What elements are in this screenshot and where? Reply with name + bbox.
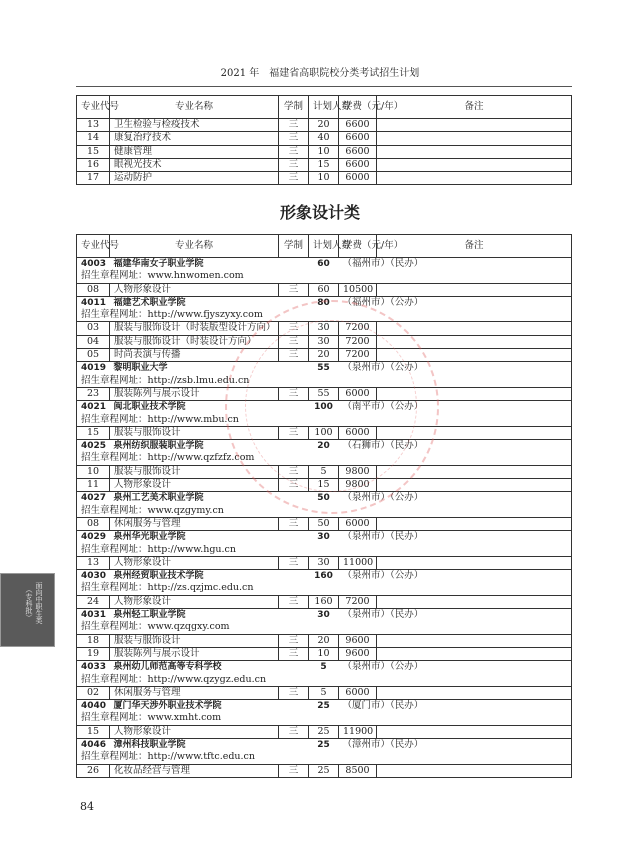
major-note	[377, 647, 572, 660]
institution-url-row	[77, 751, 572, 764]
institution-row	[77, 661, 572, 674]
side-tab-line2: （专科批）	[25, 586, 33, 621]
institution-plan: 50	[309, 492, 339, 505]
table-row	[77, 132, 572, 145]
major-fee: 7200	[339, 335, 377, 348]
major-note	[377, 764, 572, 777]
institution-url: 招生章程网址：http://www.hgu.cn	[77, 544, 572, 557]
table-row	[77, 145, 572, 158]
major-years: 三	[279, 647, 309, 660]
table-row	[77, 517, 572, 530]
major-name: 服装与服饰设计	[110, 426, 279, 439]
institution-note: （厦门市）（民办）	[339, 700, 572, 713]
institution-note: （泉州市）（公办）	[339, 362, 572, 375]
institution-plan: 25	[309, 700, 339, 713]
major-note	[377, 145, 572, 158]
institution-code: 4027	[77, 492, 110, 505]
major-years: 三	[279, 465, 309, 478]
major-years: 三	[279, 595, 309, 608]
major-code: 11	[77, 479, 110, 492]
major-fee: 9800	[339, 479, 377, 492]
major-plan: 40	[309, 132, 339, 145]
col-plan: 计划人数	[309, 235, 339, 258]
institution-name: 漳州科技职业学院	[110, 738, 309, 751]
table-header	[77, 96, 572, 119]
institution-note: （福州市）（民办）	[339, 258, 572, 271]
major-fee: 6600	[339, 158, 377, 171]
institution-note: （南平市）（公办）	[339, 401, 572, 414]
major-code: 14	[77, 132, 110, 145]
institution-note: （泉州市）（民办）	[339, 531, 572, 544]
major-code: 17	[77, 172, 110, 185]
major-code: 13	[77, 119, 110, 132]
institution-code: 4046	[77, 738, 110, 751]
col-years: 学制	[279, 96, 309, 119]
table-row	[77, 479, 572, 492]
institution-name: 泉州轻工职业学院	[110, 609, 309, 622]
major-plan: 25	[309, 764, 339, 777]
table-row	[77, 172, 572, 185]
major-plan: 20	[309, 634, 339, 647]
institution-url: 招生章程网址：http://www.tftc.edu.cn	[77, 751, 572, 764]
table-row	[77, 387, 572, 400]
major-name: 眼视光技术	[110, 158, 279, 171]
major-note	[377, 479, 572, 492]
institution-row	[77, 362, 572, 375]
major-fee: 6600	[339, 132, 377, 145]
col-code: 专业代号	[77, 235, 110, 258]
major-fee: 7200	[339, 322, 377, 335]
institution-plan: 5	[309, 661, 339, 674]
table-row	[77, 647, 572, 660]
col-fee: 学费（元/年）	[339, 235, 377, 258]
major-fee: 6000	[339, 387, 377, 400]
institution-plan: 25	[309, 738, 339, 751]
institution-plan: 30	[309, 531, 339, 544]
institution-row	[77, 700, 572, 713]
institution-url: 招生章程网址：www.qzqgxy.com	[77, 621, 572, 634]
major-years: 三	[279, 119, 309, 132]
institution-row	[77, 531, 572, 544]
major-code: 23	[77, 387, 110, 400]
major-name: 人物形象设计	[110, 479, 279, 492]
major-plan: 60	[309, 283, 339, 296]
major-code: 05	[77, 349, 110, 362]
major-plan: 15	[309, 158, 339, 171]
major-years: 三	[279, 322, 309, 335]
side-tab-line1: 面向中职生类	[35, 582, 43, 624]
major-note	[377, 465, 572, 478]
major-fee: 9800	[339, 465, 377, 478]
major-note	[377, 322, 572, 335]
major-code: 10	[77, 465, 110, 478]
institution-name: 福建华南女子职业学院	[110, 258, 309, 271]
col-name: 专业名称	[110, 235, 279, 258]
major-note	[377, 556, 572, 569]
major-plan: 10	[309, 647, 339, 660]
institution-row	[77, 609, 572, 622]
institution-plan: 60	[309, 258, 339, 271]
institution-name: 泉州幼儿师范高等专科学校	[110, 661, 309, 674]
institution-note: （福州市）（公办）	[339, 296, 572, 309]
institution-url-row	[77, 621, 572, 634]
major-plan: 20	[309, 119, 339, 132]
institution-note: （漳州市）（民办）	[339, 738, 572, 751]
institution-note: （石狮市）（民办）	[339, 440, 572, 453]
institution-code: 4030	[77, 570, 110, 583]
major-name: 人物形象设计	[110, 725, 279, 738]
table-row	[77, 283, 572, 296]
major-plan: 5	[309, 465, 339, 478]
major-code: 15	[77, 426, 110, 439]
major-note	[377, 686, 572, 699]
major-note	[377, 335, 572, 348]
table-image-design	[76, 234, 572, 778]
institution-url-row	[77, 544, 572, 557]
major-fee: 8500	[339, 764, 377, 777]
institution-name: 黎明职业大学	[110, 362, 309, 375]
institution-url-row	[77, 375, 572, 388]
major-fee: 7200	[339, 595, 377, 608]
table-row	[77, 634, 572, 647]
major-name: 服装陈列与展示设计	[110, 647, 279, 660]
table-row	[77, 322, 572, 335]
major-years: 三	[279, 517, 309, 530]
table-row	[77, 556, 572, 569]
major-fee: 9600	[339, 647, 377, 660]
institution-url: 招生章程网址：http://www.qzfzfz.com	[77, 452, 572, 465]
major-name: 运动防护	[110, 172, 279, 185]
table-row	[77, 335, 572, 348]
major-plan: 30	[309, 322, 339, 335]
major-years: 三	[279, 349, 309, 362]
major-code: 04	[77, 335, 110, 348]
major-note	[377, 595, 572, 608]
major-code: 18	[77, 634, 110, 647]
major-name: 康复治疗技术	[110, 132, 279, 145]
table-row	[77, 465, 572, 478]
institution-plan: 30	[309, 609, 339, 622]
major-note	[377, 119, 572, 132]
major-fee: 9600	[339, 634, 377, 647]
major-note	[377, 517, 572, 530]
institution-url-row	[77, 309, 572, 322]
institution-url: 招生章程网址：www.xmht.com	[77, 712, 572, 725]
major-years: 三	[279, 283, 309, 296]
major-years: 三	[279, 145, 309, 158]
major-plan: 160	[309, 595, 339, 608]
major-code: 15	[77, 145, 110, 158]
header-rule	[76, 86, 572, 87]
institution-url: 招生章程网址：http://www.mbu.cn	[77, 414, 572, 427]
major-name: 服装与服饰设计	[110, 634, 279, 647]
major-name: 健康管理	[110, 145, 279, 158]
institution-code: 4019	[77, 362, 110, 375]
major-name: 休闲服务与管理	[110, 517, 279, 530]
major-plan: 10	[309, 172, 339, 185]
major-years: 三	[279, 764, 309, 777]
institution-code: 4021	[77, 401, 110, 414]
col-years: 学制	[279, 235, 309, 258]
institution-url: 招生章程网址：www.hnwomen.com	[77, 270, 572, 283]
table-header	[77, 235, 572, 258]
major-note	[377, 725, 572, 738]
institution-url: 招生章程网址：http://www.fjyszyxy.com	[77, 309, 572, 322]
institution-row	[77, 738, 572, 751]
institution-note: （泉州市）（公办）	[339, 570, 572, 583]
col-code: 专业代号	[77, 96, 110, 119]
institution-url-row	[77, 712, 572, 725]
major-code: 19	[77, 647, 110, 660]
major-fee: 6000	[339, 426, 377, 439]
institution-plan: 100	[309, 401, 339, 414]
institution-row	[77, 401, 572, 414]
table-row	[77, 686, 572, 699]
table-row	[77, 349, 572, 362]
major-plan: 15	[309, 479, 339, 492]
major-name: 卫生检验与检疫技术	[110, 119, 279, 132]
major-years: 三	[279, 725, 309, 738]
institution-note: （泉州市）（公办）	[339, 661, 572, 674]
major-fee: 6000	[339, 172, 377, 185]
major-name: 休闲服务与管理	[110, 686, 279, 699]
major-note	[377, 283, 572, 296]
institution-note: （泉州市）（民办）	[339, 609, 572, 622]
major-code: 03	[77, 322, 110, 335]
major-name: 人物形象设计	[110, 556, 279, 569]
institution-name: 闽北职业技术学院	[110, 401, 309, 414]
institution-row	[77, 570, 572, 583]
col-note: 备注	[377, 96, 572, 119]
col-name: 专业名称	[110, 96, 279, 119]
major-plan: 25	[309, 725, 339, 738]
institution-code: 4011	[77, 296, 110, 309]
major-name: 人物形象设计	[110, 595, 279, 608]
major-fee: 6600	[339, 119, 377, 132]
institution-name: 泉州工艺美术职业学院	[110, 492, 309, 505]
major-years: 三	[279, 335, 309, 348]
major-years: 三	[279, 479, 309, 492]
major-code: 13	[77, 556, 110, 569]
page-number: 84	[80, 800, 94, 813]
table-row	[77, 595, 572, 608]
major-plan: 100	[309, 426, 339, 439]
institution-row	[77, 440, 572, 453]
institution-url: 招生章程网址：http://zsb.lmu.edu.cn	[77, 375, 572, 388]
institution-url: 招生章程网址：www.qzgymy.cn	[77, 505, 572, 518]
major-years: 三	[279, 686, 309, 699]
major-plan: 50	[309, 517, 339, 530]
running-header: 2021 年 福建省高职院校分类考试招生计划	[220, 68, 420, 79]
major-note	[377, 172, 572, 185]
major-fee: 11900	[339, 725, 377, 738]
major-note	[377, 349, 572, 362]
major-name: 服装陈列与展示设计	[110, 387, 279, 400]
major-name: 服装与服饰设计（时装版型设计方向）	[110, 322, 279, 335]
major-name: 服装与服饰设计	[110, 465, 279, 478]
major-plan: 10	[309, 145, 339, 158]
major-fee: 6000	[339, 686, 377, 699]
major-plan: 30	[309, 556, 339, 569]
major-fee: 6000	[339, 517, 377, 530]
table-continued	[76, 95, 572, 185]
major-code: 02	[77, 686, 110, 699]
major-fee: 7200	[339, 349, 377, 362]
institution-plan: 80	[309, 296, 339, 309]
major-plan: 55	[309, 387, 339, 400]
institution-code: 4003	[77, 258, 110, 271]
institution-name: 厦门华天涉外职业技术学院	[110, 700, 309, 713]
institution-url-row	[77, 505, 572, 518]
major-plan: 5	[309, 686, 339, 699]
major-fee: 11000	[339, 556, 377, 569]
institution-name: 泉州华光职业学院	[110, 531, 309, 544]
institution-code: 4031	[77, 609, 110, 622]
institution-code: 4033	[77, 661, 110, 674]
institution-plan: 160	[309, 570, 339, 583]
institution-url-row	[77, 582, 572, 595]
major-name: 服装与服饰设计（时装设计方向）	[110, 335, 279, 348]
major-note	[377, 387, 572, 400]
major-code: 08	[77, 283, 110, 296]
institution-name: 福建艺术职业学院	[110, 296, 309, 309]
institution-url: 招生章程网址：http://www.qzygz.edu.cn	[77, 674, 572, 687]
institution-row	[77, 296, 572, 309]
institution-code: 4029	[77, 531, 110, 544]
major-name: 人物形象设计	[110, 283, 279, 296]
side-tab	[0, 573, 55, 647]
institution-note: （泉州市）（公办）	[339, 492, 572, 505]
institution-name: 泉州纺织服装职业学院	[110, 440, 309, 453]
table-row	[77, 426, 572, 439]
major-years: 三	[279, 172, 309, 185]
institution-row	[77, 492, 572, 505]
institution-plan: 20	[309, 440, 339, 453]
institution-url-row	[77, 674, 572, 687]
table-row	[77, 158, 572, 171]
institution-name: 泉州经贸职业技术学院	[110, 570, 309, 583]
major-code: 24	[77, 595, 110, 608]
major-code: 16	[77, 158, 110, 171]
major-years: 三	[279, 158, 309, 171]
major-fee: 10500	[339, 283, 377, 296]
major-note	[377, 158, 572, 171]
institution-row	[77, 258, 572, 271]
institution-url: 招生章程网址：http://zs.qzjmc.edu.cn	[77, 582, 572, 595]
major-note	[377, 634, 572, 647]
major-note	[377, 426, 572, 439]
major-plan: 30	[309, 335, 339, 348]
table-row	[77, 725, 572, 738]
major-plan: 20	[309, 349, 339, 362]
major-name: 时尚表演与传播	[110, 349, 279, 362]
major-fee: 6600	[339, 145, 377, 158]
major-name: 化妆品经营与管理	[110, 764, 279, 777]
major-years: 三	[279, 387, 309, 400]
institution-code: 4025	[77, 440, 110, 453]
institution-url-row	[77, 270, 572, 283]
institution-code: 4040	[77, 700, 110, 713]
col-note: 备注	[377, 235, 572, 258]
major-code: 15	[77, 725, 110, 738]
institution-url-row	[77, 452, 572, 465]
major-years: 三	[279, 426, 309, 439]
table-row	[77, 119, 572, 132]
col-fee: 学费（元/年）	[339, 96, 377, 119]
col-plan: 计划人数	[309, 96, 339, 119]
table-row	[77, 764, 572, 777]
major-years: 三	[279, 634, 309, 647]
section-title: 形象设计类	[279, 203, 360, 222]
major-code: 08	[77, 517, 110, 530]
institution-plan: 55	[309, 362, 339, 375]
major-years: 三	[279, 556, 309, 569]
major-note	[377, 132, 572, 145]
major-years: 三	[279, 132, 309, 145]
institution-url-row	[77, 414, 572, 427]
major-code: 26	[77, 764, 110, 777]
